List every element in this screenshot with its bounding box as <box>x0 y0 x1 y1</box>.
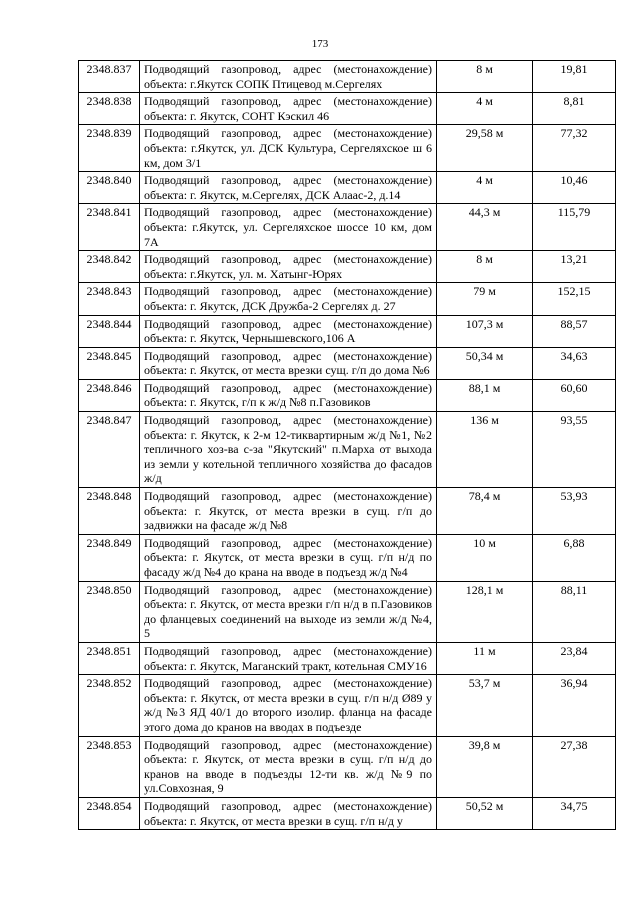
table-row <box>79 534 616 581</box>
row-length-cell: 79 м <box>437 283 533 315</box>
table-row <box>79 797 616 829</box>
row-description-cell: Подводящий газопровод, адрес (местонахождение) объекта: г.Якутск, ул. ДСК Культура, Сергеляхское ш 6 км, дом 3/1 <box>140 125 437 172</box>
row-description-cell: Подводящий газопровод, адрес (местонахождение) объекта: г. Якутск, от места врезки сущ. г/п до дома №6 <box>140 347 437 379</box>
row-description-cell: Подводящий газопровод, адрес (местонахождение) объекта: г.Якутск, ул. Сергеляхское шоссе 10 км, дом 7А <box>140 204 437 251</box>
row-description-cell: Подводящий газопровод, адрес (местонахождение) объекта: г. Якутск, от места врезки в сущ. г/п н/д до кранов на вводе в подъезды 12-ти кв. ж/д №9 по ул.Совхозная, 9 <box>140 736 437 797</box>
registry-table <box>78 60 616 830</box>
table-row <box>79 283 616 315</box>
row-number-cell: 2348.841 <box>79 204 140 251</box>
row-length-cell: 29,58 м <box>437 125 533 172</box>
row-value-cell: 10,46 <box>533 172 616 204</box>
row-description-cell: Подводящий газопровод, адрес (местонахождение) объекта: г. Якутск, Чернышевского,106 А <box>140 315 437 347</box>
row-value-cell: 34,63 <box>533 347 616 379</box>
table-row <box>79 315 616 347</box>
row-description-cell: Подводящий газопровод, адрес (местонахождение) объекта: г. Якутск, от места врезки в сущ. г/п до задвижки на фасаде ж/д №8 <box>140 488 437 535</box>
table-row <box>79 736 616 797</box>
row-length-cell: 10 м <box>437 534 533 581</box>
row-length-cell: 53,7 м <box>437 675 533 736</box>
row-value-cell: 77,32 <box>533 125 616 172</box>
table-row <box>79 347 616 379</box>
registry-table-body <box>79 61 616 830</box>
row-description-cell: Подводящий газопровод, адрес (местонахождение) объекта: г.Якутск, ул. м. Хатынг-Юрях <box>140 251 437 283</box>
row-length-cell: 78,4 м <box>437 488 533 535</box>
row-length-cell: 8 м <box>437 61 533 93</box>
row-value-cell: 6,88 <box>533 534 616 581</box>
row-number-cell: 2348.846 <box>79 379 140 411</box>
row-length-cell: 4 м <box>437 172 533 204</box>
table-row <box>79 379 616 411</box>
row-number-cell: 2348.849 <box>79 534 140 581</box>
row-number-cell: 2348.838 <box>79 93 140 125</box>
row-description-cell: Подводящий газопровод, адрес (местонахождение) объекта: г. Якутск, м.Сергелях, ДСК Алаас-2, д.14 <box>140 172 437 204</box>
row-number-cell: 2348.843 <box>79 283 140 315</box>
row-length-cell: 88,1 м <box>437 379 533 411</box>
row-value-cell: 34,75 <box>533 797 616 829</box>
row-description-cell: Подводящий газопровод, адрес (местонахождение) объекта: г.Якутск СОПК Птицевод м.Сергелях <box>140 61 437 93</box>
row-length-cell: 136 м <box>437 412 533 488</box>
row-number-cell: 2348.854 <box>79 797 140 829</box>
table-row <box>79 675 616 736</box>
table-row <box>79 488 616 535</box>
row-description-cell: Подводящий газопровод, адрес (местонахождение) объекта: г. Якутск, от места врезки в сущ. г/п н/д по фасаду ж/д №4 до крана на вводе в подъезд ж/д №4 <box>140 534 437 581</box>
row-value-cell: 53,93 <box>533 488 616 535</box>
row-description-cell: Подводящий газопровод, адрес (местонахождение) объекта: г. Якутск, г/п к ж/д №8 п.Газовиков <box>140 379 437 411</box>
row-description-cell: Подводящий газопровод, адрес (местонахождение) объекта: г. Якутск, ДСК Дружба-2 Сергелях д. 27 <box>140 283 437 315</box>
row-length-cell: 4 м <box>437 93 533 125</box>
row-value-cell: 88,11 <box>533 581 616 642</box>
row-number-cell: 2348.850 <box>79 581 140 642</box>
row-value-cell: 152,15 <box>533 283 616 315</box>
table-row <box>79 642 616 674</box>
row-value-cell: 93,55 <box>533 412 616 488</box>
table-row <box>79 581 616 642</box>
table-row <box>79 125 616 172</box>
row-number-cell: 2348.853 <box>79 736 140 797</box>
row-length-cell: 44,3 м <box>437 204 533 251</box>
row-description-cell: Подводящий газопровод, адрес (местонахождение) объекта: г. Якутск, от места врезки г/п н/д в п.Газовиков до фланцевых соединений на выходе из земли ж/д №4, 5 <box>140 581 437 642</box>
table-row <box>79 412 616 488</box>
row-length-cell: 39,8 м <box>437 736 533 797</box>
row-length-cell: 50,34 м <box>437 347 533 379</box>
row-number-cell: 2348.837 <box>79 61 140 93</box>
row-description-cell: Подводящий газопровод, адрес (местонахождение) объекта: г. Якутск, СОНТ Кэскил 46 <box>140 93 437 125</box>
row-length-cell: 50,52 м <box>437 797 533 829</box>
table-row <box>79 204 616 251</box>
row-description-cell: Подводящий газопровод, адрес (местонахождение) объекта: г. Якутск, от места врезки в сущ. г/п н/д Ø89 у ж/д №3 ЯД 40/1 до второго изолир. фланца на фасаде этого дома до кранов на вводах в подъезде <box>140 675 437 736</box>
row-value-cell: 8,81 <box>533 93 616 125</box>
row-value-cell: 19,81 <box>533 61 616 93</box>
row-value-cell: 23,84 <box>533 642 616 674</box>
row-number-cell: 2348.839 <box>79 125 140 172</box>
row-value-cell: 13,21 <box>533 251 616 283</box>
table-row <box>79 61 616 93</box>
table-row <box>79 251 616 283</box>
row-number-cell: 2348.845 <box>79 347 140 379</box>
row-length-cell: 11 м <box>437 642 533 674</box>
row-value-cell: 60,60 <box>533 379 616 411</box>
row-length-cell: 8 м <box>437 251 533 283</box>
table-row <box>79 172 616 204</box>
row-value-cell: 88,57 <box>533 315 616 347</box>
row-value-cell: 115,79 <box>533 204 616 251</box>
row-description-cell: Подводящий газопровод, адрес (местонахождение) объекта: г. Якутск, от места врезки в сущ. г/п н/д у <box>140 797 437 829</box>
page-number: 173 <box>311 38 329 50</box>
row-length-cell: 107,3 м <box>437 315 533 347</box>
row-number-cell: 2348.842 <box>79 251 140 283</box>
row-number-cell: 2348.848 <box>79 488 140 535</box>
row-number-cell: 2348.847 <box>79 412 140 488</box>
row-number-cell: 2348.844 <box>79 315 140 347</box>
row-description-cell: Подводящий газопровод, адрес (местонахождение) объекта: г. Якутск, к 2-м 12-тиквартирным ж/д №1, №2 тепличного хоз-ва с-за "Якутский" п.Марха от выхода из земли у котельной тепличного хозяйства до фасадов ж/д <box>140 412 437 488</box>
row-length-cell: 128,1 м <box>437 581 533 642</box>
row-value-cell: 27,38 <box>533 736 616 797</box>
row-number-cell: 2348.851 <box>79 642 140 674</box>
row-number-cell: 2348.840 <box>79 172 140 204</box>
row-number-cell: 2348.852 <box>79 675 140 736</box>
table-row <box>79 93 616 125</box>
row-description-cell: Подводящий газопровод, адрес (местонахождение) объекта: г. Якутск, Маганский тракт, котельная СМУ16 <box>140 642 437 674</box>
row-value-cell: 36,94 <box>533 675 616 736</box>
